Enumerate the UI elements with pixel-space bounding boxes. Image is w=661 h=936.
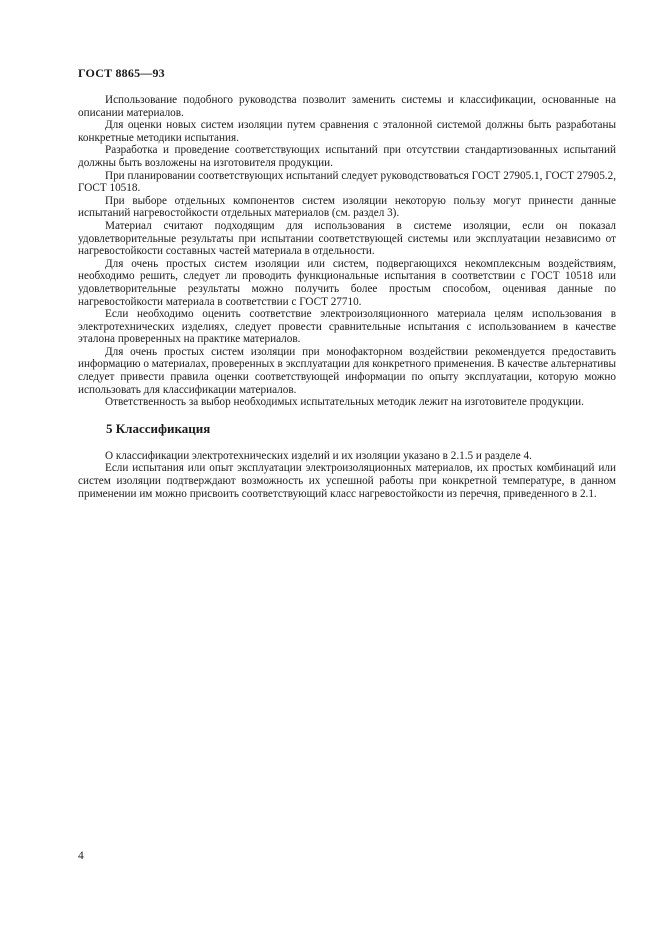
section-heading: 5 Классификация [106,420,211,436]
paragraph: Для очень простых систем изоляции или систем, подвергающихся некомплексным воздействиям, необходимо решить, следует ли проводить функциональные испытания в соответствии с ГОСТ 10518 или удовлетворительные результаты можно получить более простым способом, оценивая данные по нагревостойкости материала в соответствии с ГОСТ 27710. [78,257,616,308]
paragraph: При выборе отдельных компонентов систем изоляции некоторую пользу могут принести данные испытаний нагревостойкости отдельных материалов (см. раздел 3). [78,194,616,220]
paragraph: Разработка и проведение соответствующих испытаний при отсутствии стандартизованных испытаний должны быть возложены на изготовителя продукции. [78,144,616,169]
page-number: 4 [78,850,84,862]
running-header: ГОСТ 8865—93 [78,66,165,80]
paragraph: При планировании соответствующих испытаний следует руководствоваться ГОСТ 27905.1, ГОСТ 27905.2, ГОСТ 10518. [78,169,616,195]
paragraph: Ответственность за выбор необходимых испытательных методик лежит на изготовителе продукции. [105,396,584,409]
paragraph: О классификации электротехнических изделий и их изоляции указано в 2.1.5 и разделе 4. [105,449,532,462]
paragraph: Использование подобного руководства позволит заменить системы и классификации, основанные на описании материалов. [78,94,616,119]
paragraph: Если необходимо оценить соответствие электроизоляционного материала целям использования в электротехнических изделиях, следует провести сравнительные испытания с использованием в качестве эталона проверенных на практике материалов. [78,308,616,346]
paragraph: Для оценки новых систем изоляции путем сравнения с эталонной системой должны быть разработаны конкретные методики испытания. [78,119,616,144]
paragraph: Материал считают подходящим для использования в системе изоляции, если он показал удовлетворительные результаты при испытании соответствующей системы или эксплуатации независимо от нагревостойкости составных частей материала в отдельности. [78,219,616,258]
paragraph: Если испытания или опыт эксплуатации электроизоляционных материалов, их простых комбинаций или систем изоляции подтверждают возможность их успешной работы при конкретной температуре, в данном применении им можно присвоить соответствующий класс нагревостойкости из перечня, приведенного в 2.1. [78,462,616,500]
paragraph: Для очень простых систем изоляции при монофакторном воздействии рекомендуется предоставить информацию о материалах, проверенных в эксплуатации для конкретного применения. В качестве альтернативы следует привести правила оценки соответствующей информации по опыту эксплуатации, которую можно использовать для классификации материалов. [78,345,616,396]
body-text [78,94,616,500]
